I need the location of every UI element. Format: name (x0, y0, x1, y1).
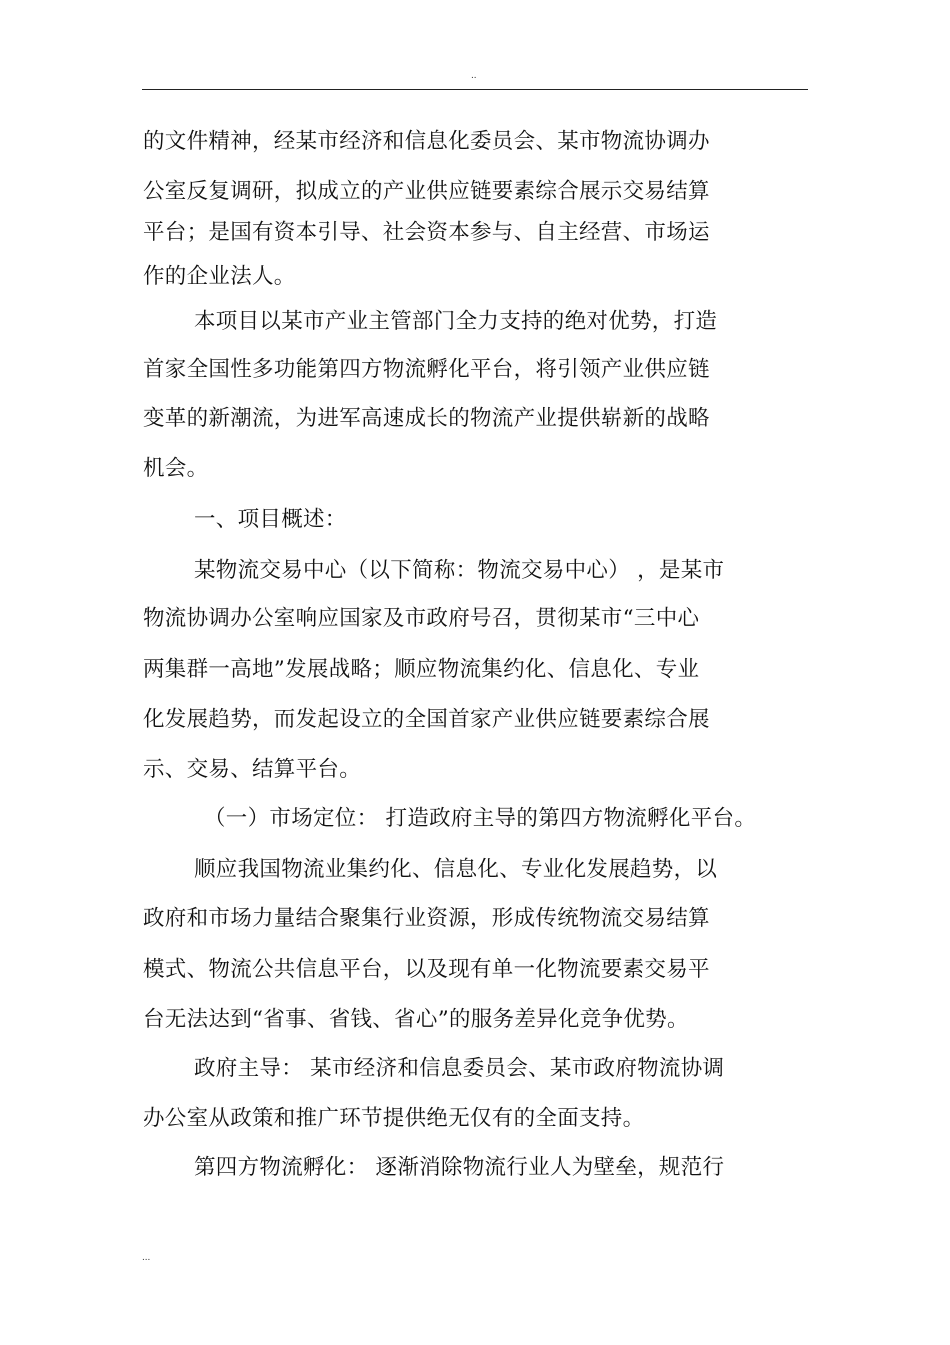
paragraph-line: 化发展趋势，而发起设立的全国首家产业供应链要素综合展 (143, 707, 710, 732)
paragraph-line: 首家全国性多功能第四方物流孵化平台，将引领产业供应链 (143, 357, 710, 382)
paragraph-line: 办公室从政策和推广环节提供绝无仅有的全面支持。 (143, 1106, 645, 1131)
paragraph-line: 第四方物流孵化： 逐渐消除物流行业人为壁垒，规范行 (194, 1155, 725, 1180)
paragraph-line: 政府和市场力量结合聚集行业资源，形成传统物流交易结算 (143, 906, 710, 931)
subsection-heading: （一）市场定位： 打造政府主导的第四方物流孵化平台。 (204, 806, 757, 831)
paragraph-line: 本项目以某市产业主管部门全力支持的绝对优势，打造 (194, 309, 718, 334)
paragraph-line: 政府主导： 某市经济和信息委员会、某市政府物流协调 (194, 1056, 725, 1081)
paragraph-line: 变革的新潮流，为进军高速成长的物流产业提供崭新的战略 (143, 406, 710, 431)
footer-mark: ... (142, 1252, 151, 1263)
paragraph-line: 作的企业法人。 (143, 264, 296, 289)
paragraph-line: 平台；是国有资本引导、社会资本参与、自主经营、市场运 (143, 220, 710, 245)
paragraph-line: 顺应我国物流业集约化、信息化、专业化发展趋势，以 (194, 857, 718, 882)
header-mark: .. (471, 70, 477, 81)
paragraph-line: 模式、物流公共信息平台，以及现有单一化物流要素交易平 (143, 957, 710, 982)
paragraph-line: 示、交易、结算平台。 (143, 757, 362, 782)
paragraph-line: 某物流交易中心（以下简称：物流交易中心） ，是某市 (194, 558, 725, 583)
paragraph-line: 两集群一高地”发展战略；顺应物流集约化、信息化、专业 (143, 657, 700, 682)
paragraph-line: 公室反复调研，拟成立的产业供应链要素综合展示交易结算 (143, 179, 710, 204)
header-rule (142, 89, 808, 90)
paragraph-line: 的文件精神，经某市经济和信息化委员会、某市物流协调办 (143, 129, 710, 154)
paragraph-line: 机会。 (143, 456, 209, 481)
paragraph-line: 物流协调办公室响应国家及市政府号召，贯彻某市“三中心 (143, 606, 700, 631)
paragraph-line: 台无法达到“省事、省钱、省心”的服务差异化竞争优势。 (143, 1007, 689, 1032)
section-heading: 一、项目概述： (194, 507, 347, 532)
